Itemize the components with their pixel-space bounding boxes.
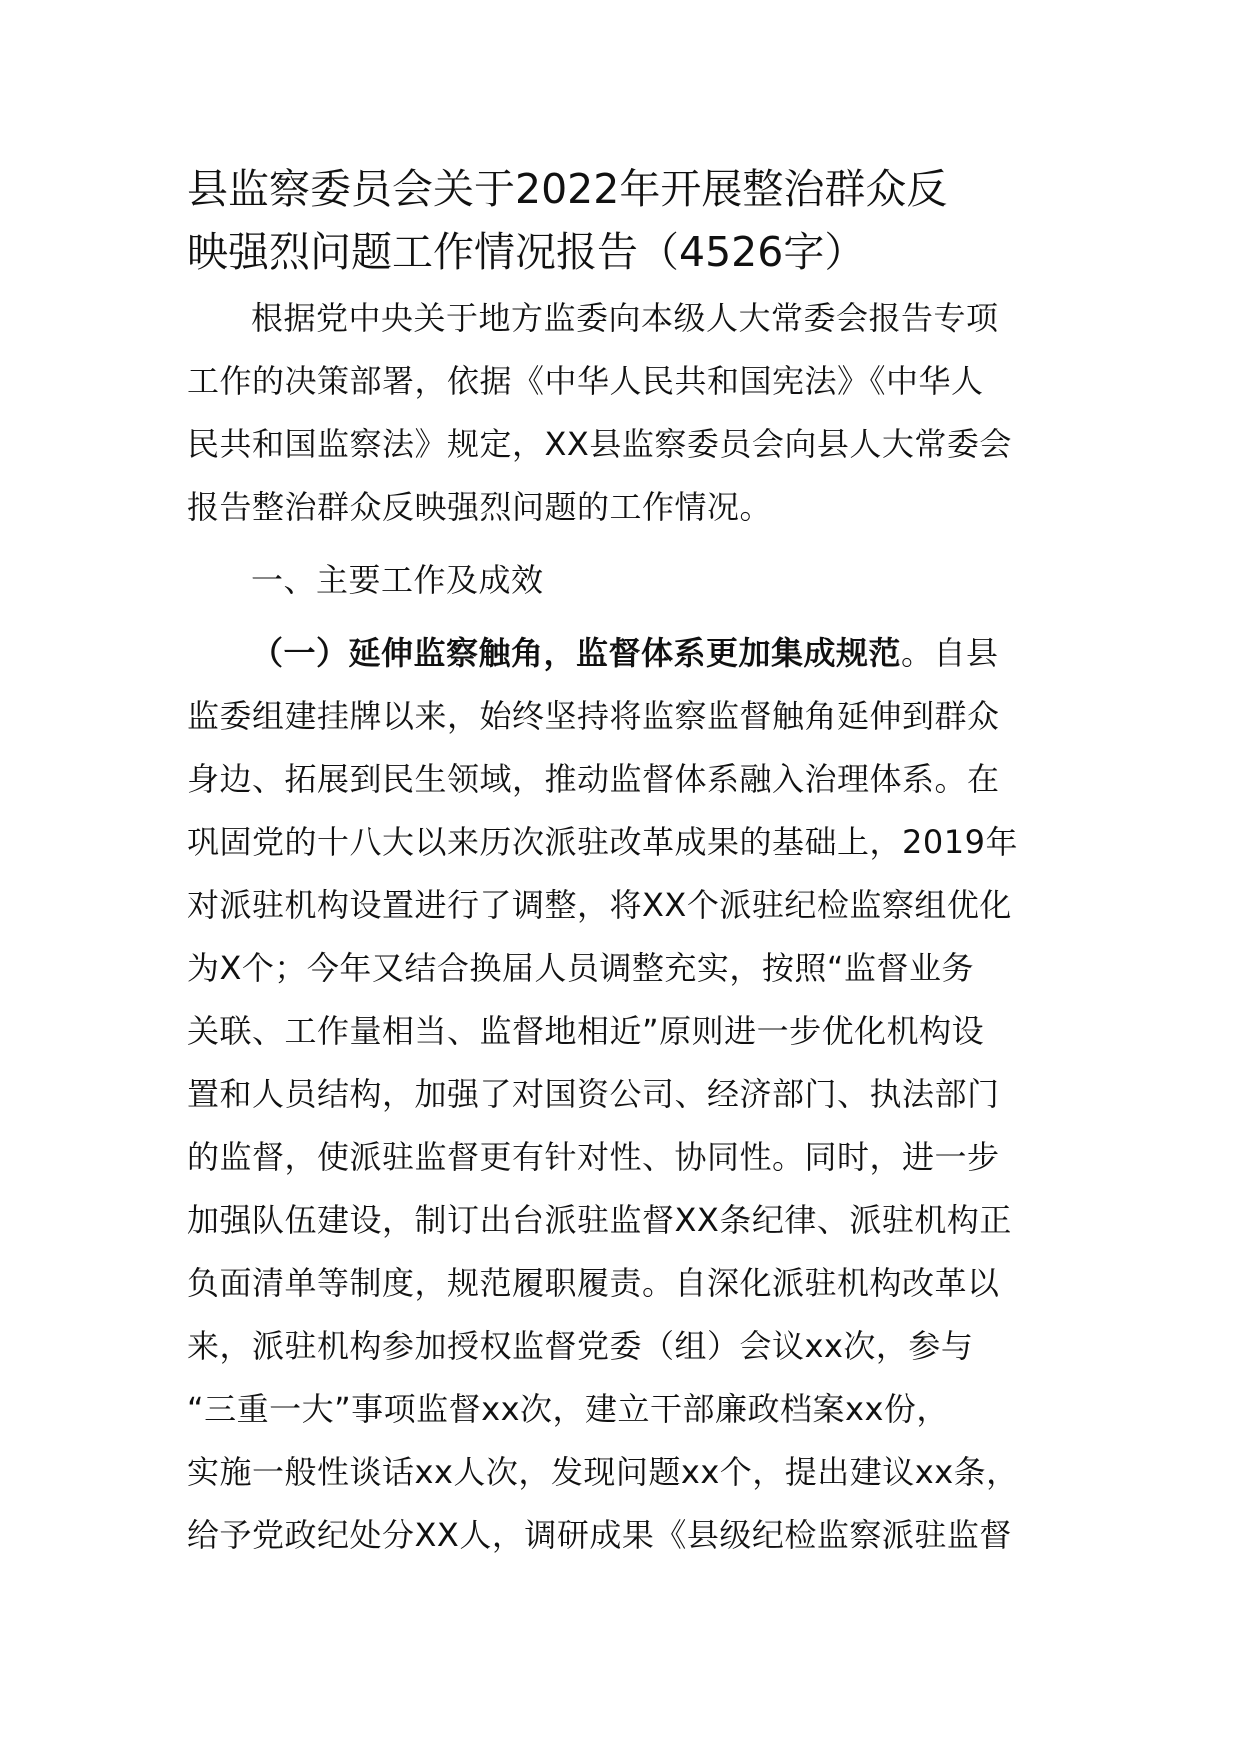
document-page bbox=[187, 158, 1057, 1567]
paragraph-line: 为X个；今年又结合换届人员调整充实，按照“监督业务 bbox=[187, 949, 975, 987]
paragraph-line: 报告整治群众反映强烈问题的工作情况。 bbox=[187, 488, 773, 526]
intro-paragraph bbox=[187, 287, 1057, 539]
paragraph-line: 巩固党的十八大以来历次派驻改革成果的基础上，2019年 bbox=[187, 823, 1018, 861]
subheading-rest: 。自县 bbox=[901, 634, 999, 672]
section-heading: 一、主要工作及成效 bbox=[251, 561, 544, 599]
title-line-1: 县监察委员会关于2022年开展整治群众反 bbox=[187, 165, 948, 213]
paragraph-line: 根据党中央关于地方监委向本级人大常委会报告专项 bbox=[251, 299, 999, 337]
paragraph-line: 监委组建挂牌以来，始终坚持将监察监督触角延伸到群众 bbox=[187, 697, 1000, 735]
subheading-line bbox=[187, 622, 1057, 685]
paragraph-line: 工作的决策部署，依据《中华人民共和国宪法》《中华人 bbox=[187, 362, 984, 400]
document-title bbox=[187, 158, 1057, 284]
subheading-bold: （一）延伸监察触角，监督体系更加集成规范 bbox=[251, 634, 902, 672]
paragraph-line: 加强队伍建设，制订出台派驻监督XX条纪律、派驻机构正 bbox=[187, 1201, 1012, 1239]
paragraph-line: 负面清单等制度，规范履职履责。自深化派驻机构改革以 bbox=[187, 1264, 1000, 1302]
paragraph-line: 置和人员结构，加强了对国资公司、经济部门、执法部门 bbox=[187, 1075, 1000, 1113]
paragraph-line: 关联、工作量相当、监督地相近”原则进一步优化机构设 bbox=[187, 1012, 985, 1050]
paragraph-line: 来，派驻机构参加授权监督党委（组）会议xx次，参与 bbox=[187, 1327, 974, 1365]
title-line-2: 映强烈问题工作情况报告（4526字） bbox=[187, 228, 866, 276]
paragraph-line: 身边、拓展到民生领域，推动监督体系融入治理体系。在 bbox=[187, 760, 1000, 798]
section-paragraph bbox=[187, 622, 1057, 1567]
paragraph-line: 对派驻机构设置进行了调整，将XX个派驻纪检监察组优化 bbox=[187, 886, 1012, 924]
paragraph-line: 实施一般性谈话xx人次，发现问题xx个，提出建议xx条， bbox=[187, 1453, 1019, 1491]
paragraph-line: 给予党政纪处分XX人，调研成果《县级纪检监察派驻监督 bbox=[187, 1516, 1012, 1554]
paragraph-line: 民共和国监察法》规定，XX县监察委员会向县人大常委会 bbox=[187, 425, 1012, 463]
paragraph-line: 的监督，使派驻监督更有针对性、协同性。同时，进一步 bbox=[187, 1138, 1000, 1176]
paragraph-line: “三重一大”事项监督xx次，建立干部廉政档案xx份， bbox=[187, 1390, 949, 1428]
